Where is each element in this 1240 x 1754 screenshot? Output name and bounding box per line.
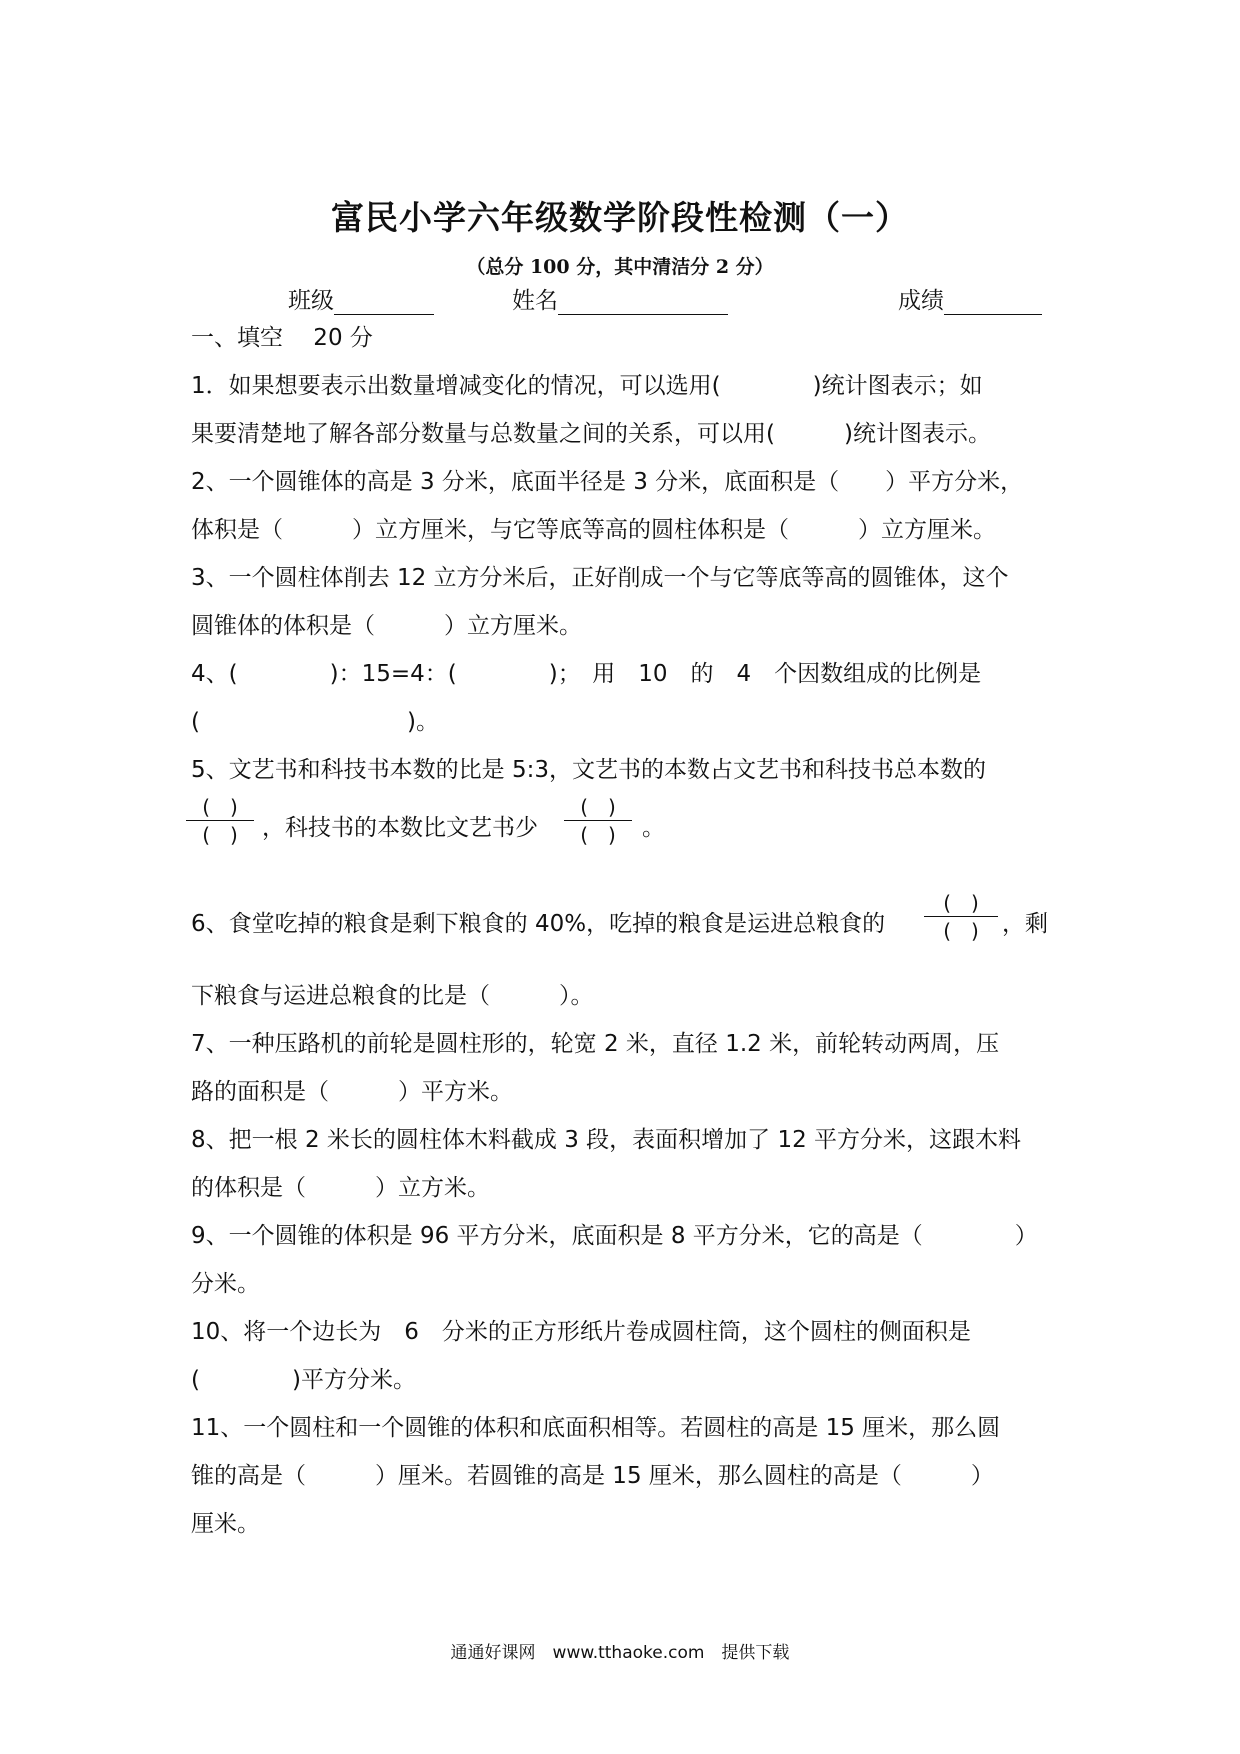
q6-line2: 下粮食与运进总粮食的比是（ ）。 [191,983,594,1009]
q2-line2: 体积是（ ）立方厘米，与它等底等高的圆柱体积是（ ）立方厘米。 [191,517,996,543]
q7-line1: 7、一种压路机的前轮是圆柱形的，轮宽 2 米，直径 1.2 米，前轮转动两周，压 [191,1031,1000,1057]
name-field [512,282,728,315]
fraction-numerator: ( ) [580,795,616,819]
q2-line1: 2、一个圆锥体的高是 3 分米，底面半径是 3 分米，底面积是（ ）平方分米， [191,469,1024,495]
q10-line1: 10、将一个边长为 6 分米的正方形纸片卷成圆柱筒，这个圆柱的侧面积是 [191,1319,971,1345]
q8-line2: 的体积是（ ）立方米。 [191,1175,490,1201]
q6-line1: 6、食堂吃掉的粮食是剩下粮食的 40%，吃掉的粮食是运进总粮食的 [191,911,886,937]
q5-fraction-1[interactable] [186,794,254,849]
fraction-denominator: ( ) [943,919,979,943]
class-label: 班级 [288,288,334,314]
q5-line2-text: ，科技书的本数比文艺书少 [262,815,538,841]
q11-line1: 11、一个圆柱和一个圆锥的体积和底面积相等。若圆柱的高是 15 厘米，那么圆 [191,1415,1001,1441]
q11-line2: 锥的高是（ ）厘米。若圆锥的高是 15 厘米，那么圆柱的高是（ ） [191,1463,994,1489]
footer-credit: 通通好课网 www.tthaoke.com 提供下载 [450,1643,790,1663]
fraction-denominator: ( ) [202,823,238,847]
page-title: 富民小学六年级数学阶段性检测（一） [331,198,909,237]
q10-line2: ( )平方分米。 [191,1367,416,1393]
q5-line2-end: 。 [642,815,665,841]
q4-line1: 4、( )：15=4：( )； 用 10 的 4 个因数组成的比例是 [191,661,982,687]
q6-fraction[interactable] [924,890,998,945]
section-heading: 一、填空 20 分 [191,325,373,351]
q9-line1: 9、一个圆锥的体积是 96 平方分米，底面积是 8 平方分米，它的高是（ ） [191,1223,1038,1249]
q9-line2: 分米。 [191,1271,260,1297]
score-field [898,282,1042,315]
q8-line1: 8、把一根 2 米长的圆柱体木料截成 3 段，表面积增加了 12 平方分米，这跟木料 [191,1127,1022,1153]
fraction-numerator: ( ) [202,795,238,819]
q7-line2: 路的面积是（ ）平方米。 [191,1079,513,1105]
q3-line1: 3、一个圆柱体削去 12 立方分米后，正好削成一个与它等底等高的圆锥体，这个 [191,565,1009,591]
fraction-denominator: ( ) [580,823,616,847]
score-label: 成绩 [898,288,944,314]
name-blank[interactable] [558,288,728,315]
q5-line1: 5、文艺书和科技书本数的比是 5:3，文艺书的本数占文艺书和科技书总本数的 [191,757,986,783]
page-subtitle: （总分 100 分，其中清洁分 2 分） [466,256,774,278]
q11-line3: 厘米。 [191,1511,260,1537]
q1-line2: 果要清楚地了解各部分数量与总数量之间的关系，可以用( )统计图表示。 [191,421,991,447]
q6-line1-end: ，剩 [1002,911,1048,937]
fraction-numerator: ( ) [943,891,979,915]
q5-fraction-2[interactable] [564,794,632,849]
q1-line1: 1．如果想要表示出数量增减变化的情况，可以选用( )统计图表示；如 [191,373,983,399]
q3-line2: 圆锥体的体积是（ ）立方厘米。 [191,613,582,639]
score-blank[interactable] [944,288,1042,315]
q4-line2: ( )。 [191,709,439,735]
class-field [288,282,434,315]
class-blank[interactable] [334,288,434,315]
name-label: 姓名 [512,288,558,314]
